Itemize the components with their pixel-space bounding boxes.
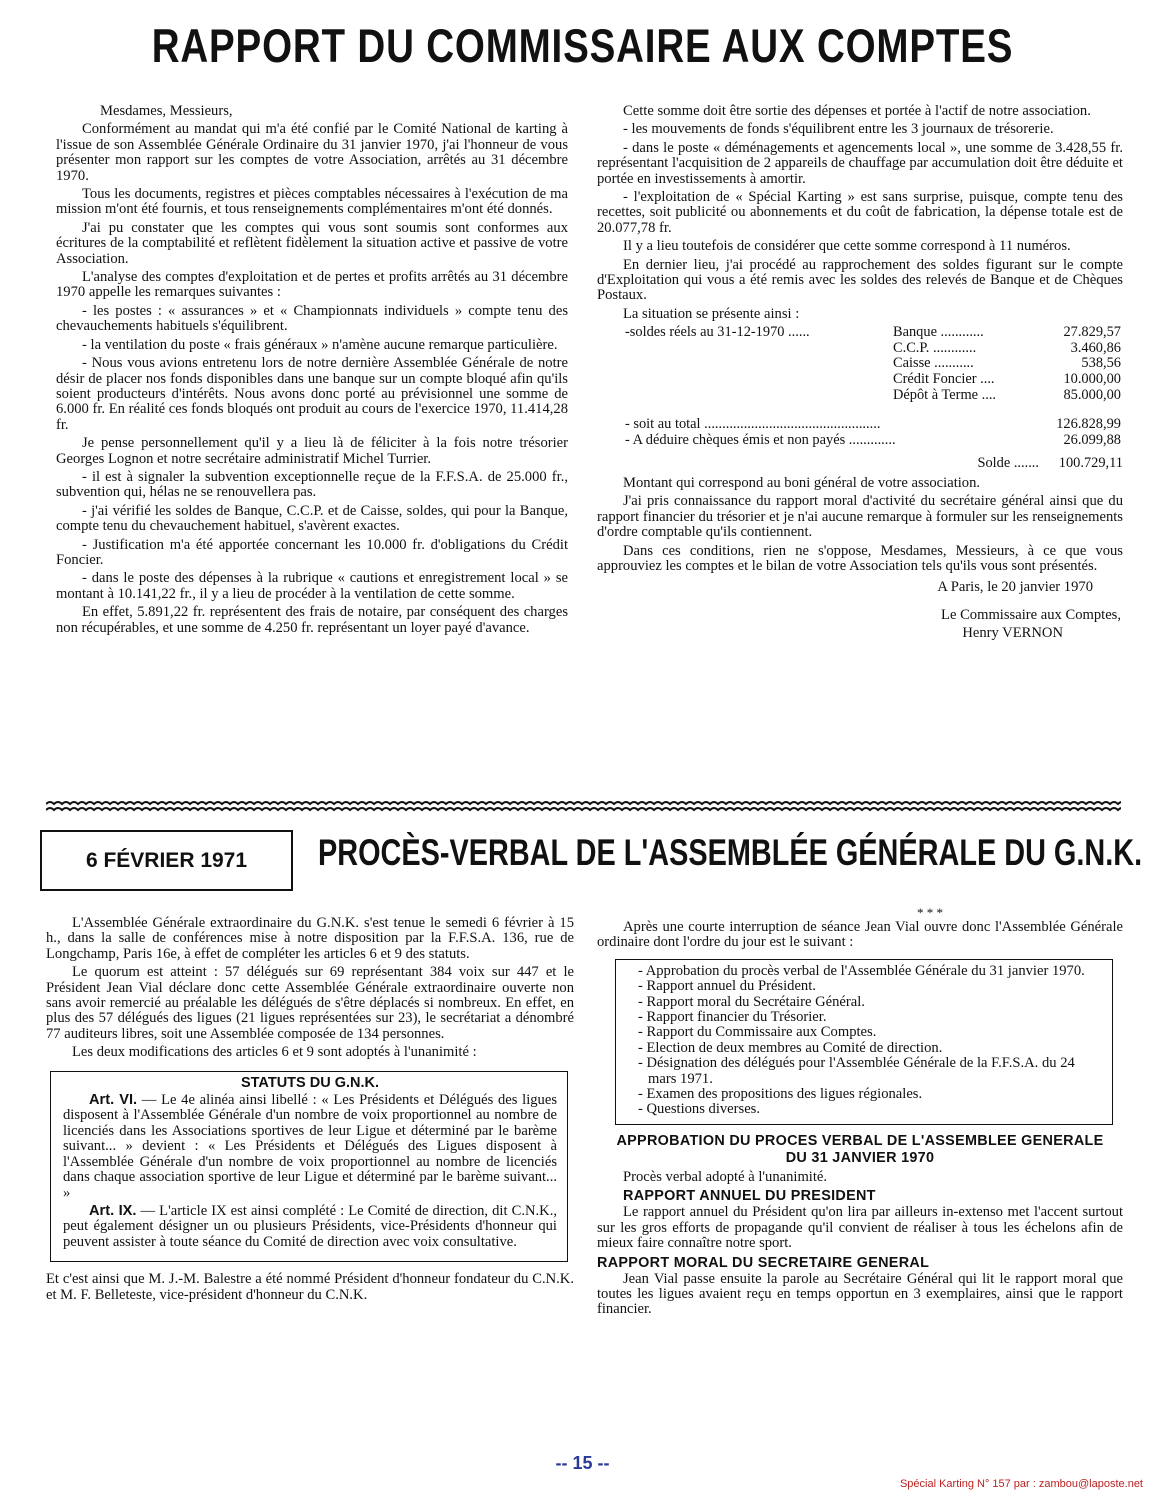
report-column-left bbox=[56, 104, 568, 639]
report-title: RAPPORT DU COMMISSAIRE AUX COMPTES bbox=[151, 19, 1014, 72]
paragraph: - les mouvements de fonds s'équilibrent entre les 3 journaux de trésorerie. bbox=[623, 121, 1054, 138]
deduct-label: - A déduire chèques émis et non payés ............. bbox=[625, 431, 896, 448]
signature-role: Le Commissaire aux Comptes, bbox=[941, 607, 1121, 624]
paragraph: - Nous vous avions entretenu lors de notre dernière Assemblée Générale de notre désir de placer nos fonds disponibles dans une banque sur un compte bloqué afin qu'ils soient producteurs d'intérêts. Nous avons donc porté au prévisionnel une somme de 6.000 fr. En réalité ces fonds bloqués ont produit au cours de l'exercice 1970, 11.414,28 fr. bbox=[56, 355, 568, 433]
agenda-item: - Questions diverses. bbox=[624, 1102, 1104, 1117]
date-box bbox=[40, 830, 293, 891]
paragraph: Je pense personnellement qu'il y a lieu là de féliciter à la fois notre trésorier Georges Lognon et notre secrétaire administratif Michel Turrier. bbox=[56, 435, 568, 467]
solde-row bbox=[625, 456, 1123, 472]
paragraph: Et c'est ainsi que M. J.-M. Balestre a été nommé Président d'honneur fondateur du C.N.K. et M. F. Belleteste, vice-président d'honneur du C.N.K. bbox=[46, 1271, 574, 1303]
balance-row bbox=[625, 341, 1123, 357]
paragraph: J'ai pu constater que les comptes qui vous sont soumis sont conformes aux écritures de la comptabilité et reflètent fidèlement la situation active et passive de votre Association. bbox=[56, 219, 568, 267]
paragraph: J'ai pris connaissance du rapport moral d'activité du secrétaire général ainsi que du rapport financier du trésorier et je n'ai aucune remarque à formuler sur les renseignements d'ordre comptable qu'ils contiennent. bbox=[597, 493, 1123, 541]
wavy-divider bbox=[46, 798, 1121, 814]
paragraph: Le rapport annuel du Président qu'on lira par ailleurs in-extenso met l'accent surtout sur les gros efforts de propagande qu'il convient de réaliser à tous les échelons afin de mieux faire connaître notre sport. bbox=[597, 1204, 1123, 1252]
balance-category: Caisse ........... bbox=[893, 355, 974, 372]
paragraph: - Justification m'a été apportée concernant les 10.000 fr. d'obligations du Crédit Foncier. bbox=[56, 536, 568, 568]
section-heading: RAPPORT ANNUEL DU PRESIDENT bbox=[623, 1188, 876, 1205]
paragraph: - il est à signaler la subvention exceptionnelle reçue de la F.F.S.A. de 25.000 fr., subvention qui, hélas ne se renouvellera pas. bbox=[56, 468, 568, 501]
paragraph: Jean Vial passe ensuite la parole au Secrétaire Général qui lit le rapport moral que toutes les ligues avaient reçu en temps opportun en 3 exemplaires, ainsi que le rapport financier. bbox=[597, 1270, 1123, 1318]
balance-row bbox=[625, 325, 1123, 341]
paragraph: En effet, 5.891,22 fr. représentent des frais de notaire, par conséquent des charges non récupérables, et une somme de 4.250 fr. représentant un loyer payé d'avance. bbox=[56, 604, 568, 636]
paragraph: Le quorum est atteint : 57 délégués sur 69 représentant 384 voix sur 447 et le Président Jean Vial déclare donc cette Assemblée Générale extraordinaire ouverte non sans avoir remercié au préalable les délégués de s'être déplacés si nombreux. En effet, en plus des 57 délégués des ligues (21 ligues représentées sur 23), le secrétariat a dénombré 77 auditeurs libres, soit une Assemblée composée de 134 personnes. bbox=[46, 964, 574, 1042]
paragraph: - dans le poste « déménagements et agencements local », une somme de 3.428,55 fr. représentant l'acquisition de 2 appareils de chauffage par accumulation doit être déduite et portée en investissements à amortir. bbox=[597, 139, 1123, 187]
paragraph: Cette somme doit être sortie des dépenses et portée à l'actif de notre association. bbox=[623, 103, 1091, 119]
situation-intro: La situation se présente ainsi : bbox=[623, 305, 800, 322]
balance-category: Crédit Foncier .... bbox=[893, 371, 995, 388]
minutes-title: PROCÈS-VERBAL DE L'ASSEMBLÉE GÉNÉRALE DU G.N.K. bbox=[318, 832, 1143, 873]
statuts-box bbox=[50, 1071, 568, 1262]
article-nine-text: — L'article IX est ainsi complété : Le Comité de direction, dit C.N.K., peut également désigner un ou plusieurs Présidents, vice-Présidents d'honneur qui peuvent assister à toute séance du Comité de direction avec voix consultative. bbox=[63, 1202, 557, 1250]
total-row bbox=[625, 417, 1123, 433]
paragraph: Dans ces conditions, rien ne s'oppose, Mesdames, Messieurs, à ce que vous approuviez les comptes et le bilan de votre Association tels qu'ils vous sont présentés. bbox=[597, 542, 1123, 575]
balance-category: C.C.P. ............ bbox=[893, 339, 977, 356]
minutes-column-right bbox=[597, 905, 1123, 1321]
deduct-amount: 26.099,88 bbox=[1063, 431, 1121, 448]
paragraph: Procès verbal adopté à l'unanimité. bbox=[623, 1168, 828, 1185]
balance-amount: 85.000,00 bbox=[1063, 386, 1121, 403]
paragraph: Les deux modifications des articles 6 et 9 sont adoptés à l'unanimité : bbox=[72, 1044, 477, 1061]
paragraph: L'analyse des comptes d'exploitation et de pertes et profits arrêtés au 31 décembre 1970 appelle les remarques suivantes : bbox=[56, 269, 568, 301]
balance-row bbox=[625, 356, 1123, 372]
paragraph: - dans le poste des dépenses à la rubrique « cautions et enregistrement local » se montant à 10.141,22 fr., il y a lieu de procéder à la ventilation de cette somme. bbox=[56, 570, 568, 602]
agenda-item: - Rapport financier du Trésorier. bbox=[624, 1010, 1104, 1025]
paragraph: Tous les documents, registres et pièces comptables nécessaires à l'exécution de ma mission m'ont été fournis, et tous renseignements complémentaires m'ont été donnés. bbox=[56, 186, 568, 218]
footer-credit: Spécial Karting N° 157 par : zambou@laposte.net bbox=[899, 1478, 1143, 1490]
signature-place-date: A Paris, le 20 janvier 1970 bbox=[937, 579, 1093, 596]
deduct-row bbox=[625, 433, 1123, 449]
agenda-box bbox=[615, 959, 1113, 1125]
paragraph: Après une courte interruption de séance Jean Vial ouvre donc l'Assemblée Générale ordinaire dont l'ordre du jour est le suivant : bbox=[597, 919, 1123, 951]
balance-category: Banque ............ bbox=[893, 324, 984, 341]
total-amount: 126.828,99 bbox=[1056, 416, 1121, 433]
article-nine-label: Art. IX. bbox=[89, 1202, 137, 1219]
statuts-heading: STATUTS DU G.N.K. bbox=[240, 1074, 379, 1091]
agenda-item: - Examen des propositions des ligues régionales. bbox=[624, 1087, 1104, 1102]
paragraph: - les postes : « assurances » et « Championnats individuels » compte tenu des chevauchements habituels s'équilibrent. bbox=[56, 302, 568, 335]
asterism: * * * bbox=[917, 905, 943, 920]
signature-name: Henry VERNON bbox=[962, 625, 1063, 642]
balance-table bbox=[625, 325, 1123, 472]
agenda-item: - Rapport du Commissaire aux Comptes. bbox=[624, 1025, 1104, 1040]
section-heading: APPROBATION DU PROCES VERBAL DE L'ASSEMBLEE GENERALE DU 31 JANVIER 1970 bbox=[616, 1132, 1104, 1166]
page-number: -- 15 -- bbox=[555, 1453, 610, 1473]
balance-amount: 3.460,86 bbox=[1070, 339, 1121, 356]
balance-row bbox=[625, 388, 1123, 404]
solde-amount: 100.729,11 bbox=[1058, 455, 1123, 472]
paragraph: - l'exploitation de « Spécial Karting » est sans surprise, puisque, compte tenu des recettes, soit publicité ou abonnements et du coût de fabrication, la dépense totale est de 20.077,78 fr. bbox=[597, 189, 1123, 236]
balance-row bbox=[625, 372, 1123, 388]
article-six bbox=[63, 1093, 557, 1201]
section-heading: RAPPORT MORAL DU SECRETAIRE GENERAL bbox=[597, 1254, 930, 1271]
solde-label: Solde ....... bbox=[977, 455, 1039, 472]
paragraph: - la ventilation du poste « frais généraux » n'amène aucune remarque particulière. bbox=[82, 336, 558, 353]
balance-label: -soldes réels au 31-12-1970 ...... bbox=[625, 324, 810, 341]
balance-amount: 10.000,00 bbox=[1063, 371, 1121, 388]
minutes-date: 6 FÉVRIER 1971 bbox=[85, 848, 248, 872]
paragraph: Montant qui correspond au boni général de votre association. bbox=[623, 475, 981, 492]
agenda-item: - Rapport annuel du Président. bbox=[624, 979, 1104, 994]
paragraph: Mesdames, Messieurs, bbox=[100, 103, 233, 119]
paragraph: L'Assemblée Générale extraordinaire du G.N.K. s'est tenue le semedi 6 février à 15 h., dans la salle de conférences mise à notre disposition par la F.F.S.A. 136, rue de Longchamp, Paris 16e, à effet de compléter les articles 6 et 9 des statuts. bbox=[46, 915, 574, 962]
article-six-text: — Le 4e alinéa ainsi libellé : « Les Présidents et Délégués des ligues disposent à l'Assemblée Générale d'un nombre de voix proportionnel au nombre de licenciés dans les Associations sportives de leur Ligue et déterminé par le barème suivant... » devient : « Les Présidents et Délégués des Ligues disposent à l'Assemblée Générale d'un nombre de voix proportionnel au nombre de licenciés dans chaque association sportive de leur Ligue et déterminé par le barème suivant... » bbox=[63, 1092, 557, 1201]
agenda-item: - Election de deux membres au Comité de direction. bbox=[624, 1041, 1104, 1056]
paragraph: - j'ai vérifié les soldes de Banque, C.C.P. et de Caisse, soldes, qui pour la Banque, compte tenu du chevauchement habituel, s'avèrent exactes. bbox=[56, 502, 568, 535]
agenda-item: - Désignation des délégués pour l'Assemblée Générale de la F.F.S.A. du 24 mars 1971. bbox=[624, 1056, 1104, 1087]
report-column-right bbox=[597, 104, 1123, 642]
article-nine bbox=[63, 1204, 557, 1250]
paragraph: Conformément au mandat qui m'a été confié par le Comité National de karting à l'issue de son Assemblée Générale Ordinaire du 31 janvier 1970, j'ai l'honneur de vous présenter mon rapport sur les comptes de votre Association, arrêtés au 31 décembre 1970. bbox=[56, 121, 568, 184]
balance-category: Dépôt à Terme .... bbox=[893, 386, 997, 403]
paragraph: Il y a lieu toutefois de considérer que cette somme correspond à 11 numéros. bbox=[623, 238, 1071, 255]
balance-amount: 27.829,57 bbox=[1063, 324, 1121, 341]
balance-amount: 538,56 bbox=[1081, 355, 1121, 372]
minutes-column-left bbox=[46, 916, 574, 1306]
paragraph: En dernier lieu, j'ai procédé au rapprochement des soldes figurant sur le compte d'Exploitation qui vous a été remis avec les soldes des relevés de Banque et de Chèques Postaux. bbox=[597, 256, 1123, 304]
agenda-item: - Approbation du procès verbal de l'Assemblée Générale du 31 janvier 1970. bbox=[624, 964, 1104, 979]
agenda-item: - Rapport moral du Secrétaire Général. bbox=[624, 995, 1104, 1010]
total-label: - soit au total ................................................. bbox=[625, 416, 881, 433]
article-six-label: Art. VI. bbox=[89, 1092, 138, 1109]
